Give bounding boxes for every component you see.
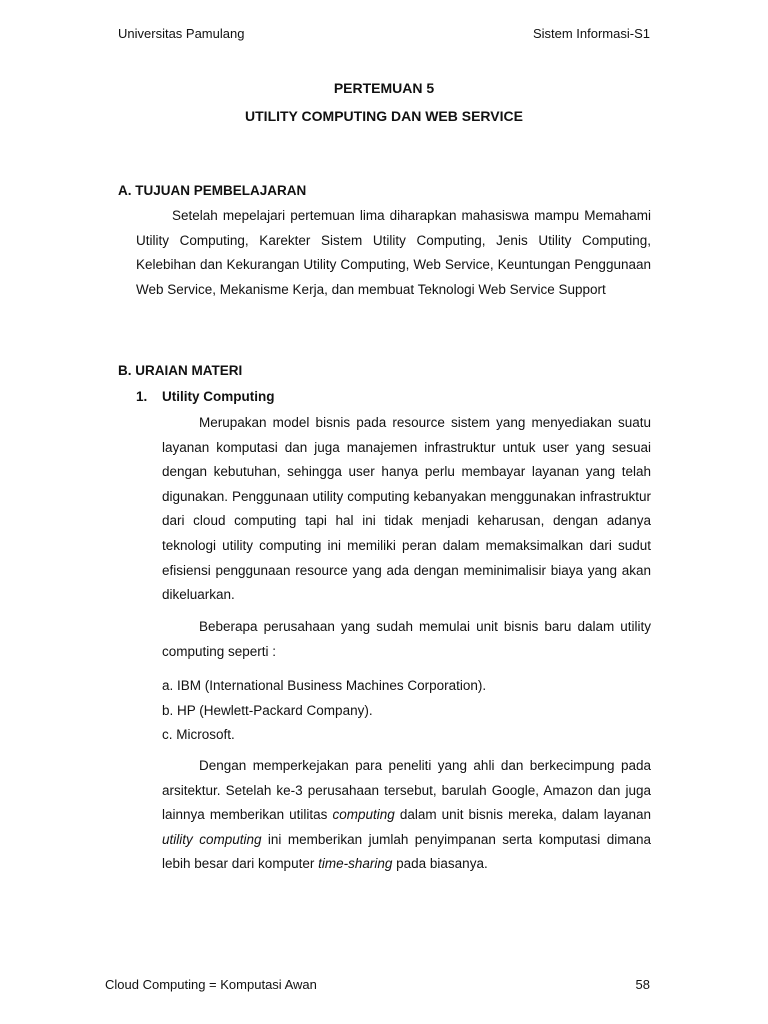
company-list [162,674,486,748]
list-item: c. Microsoft. [162,727,235,742]
paragraph-text: pada biasanya. [392,856,488,872]
utility-computing-paragraph-2: Beberapa perusahaan yang sudah memulai unit bisnis baru dalam utility computing seperti : [162,619,651,659]
paragraph-text: Dengan memperkejakan para peneliti yang ahli dan berkecimpung pada arsitektur. Setelah ke-3 perusahaan tersebut, barulah Google, Amazon dan juga lainnya memberikan utilitas [162,758,651,823]
page-number: 58 [635,977,650,992]
section-a-paragraph: Setelah mepelajari pertemuan lima diharapkan mahasiswa mampu Memahami Utility Computing, Karekter Sistem Utility Computing, Jenis Utility Computing, Kelebihan dan Kekurangan Utility Computing, Web Service, Keuntungan Penggunaan Web Service, Mekanisme Kerja, dan membuat Teknologi Web Service Support [136,208,651,297]
list-item: b. HP (Hewlett-Packard Company). [162,702,373,718]
italic-term: computing [332,807,395,823]
italic-term: utility computing [162,831,262,847]
header-program: Sistem Informasi-S1 [532,26,650,41]
subsection-number: 1. [136,389,148,404]
subsection-title: Utility Computing [162,389,275,404]
utility-computing-paragraph-3 [162,754,651,877]
footer-course: Cloud Computing = Komputasi Awan [105,977,317,992]
italic-term: time-sharing [318,856,393,872]
paragraph-text: dalam unit bisnis mereka, dalam layanan [394,807,651,823]
section-a-heading: A. TUJUAN PEMBELAJARAN [118,183,307,198]
topic-title: UTILITY COMPUTING DAN WEB SERVICE [245,108,523,124]
section-b-heading: B. URAIAN MATERI [118,363,243,378]
paragraph-text: ini memberikan jumlah penyimpanan serta komputasi dimana lebih besar dari komputer [162,831,651,872]
list-item: a. IBM (International Business Machines Corporation). [162,678,487,693]
utility-computing-paragraph-1: Merupakan model bisnis pada resource sistem yang menyediakan suatu layanan komputasi dan juga manajemen infrastruktur untuk user yang sesuai dengan kebutuhan, sehingga user hanya perlu membayar layanan yang telah digunakan. Penggunaan utility computing kebanyakan menggunakan infrastruktur dari cloud computing tapi hal ini tidak menjadi keharusan, dengan adanya teknologi utility computing ini memiliki peran dalam memaksimalkan dari sudut efisiensi penggunaan resource yang ada dengan meminimalisir biaya yang akan dikeluarkan. [162,415,651,603]
header-university: Universitas Pamulang [118,26,245,41]
meeting-title: PERTEMUAN 5 [333,80,435,96]
